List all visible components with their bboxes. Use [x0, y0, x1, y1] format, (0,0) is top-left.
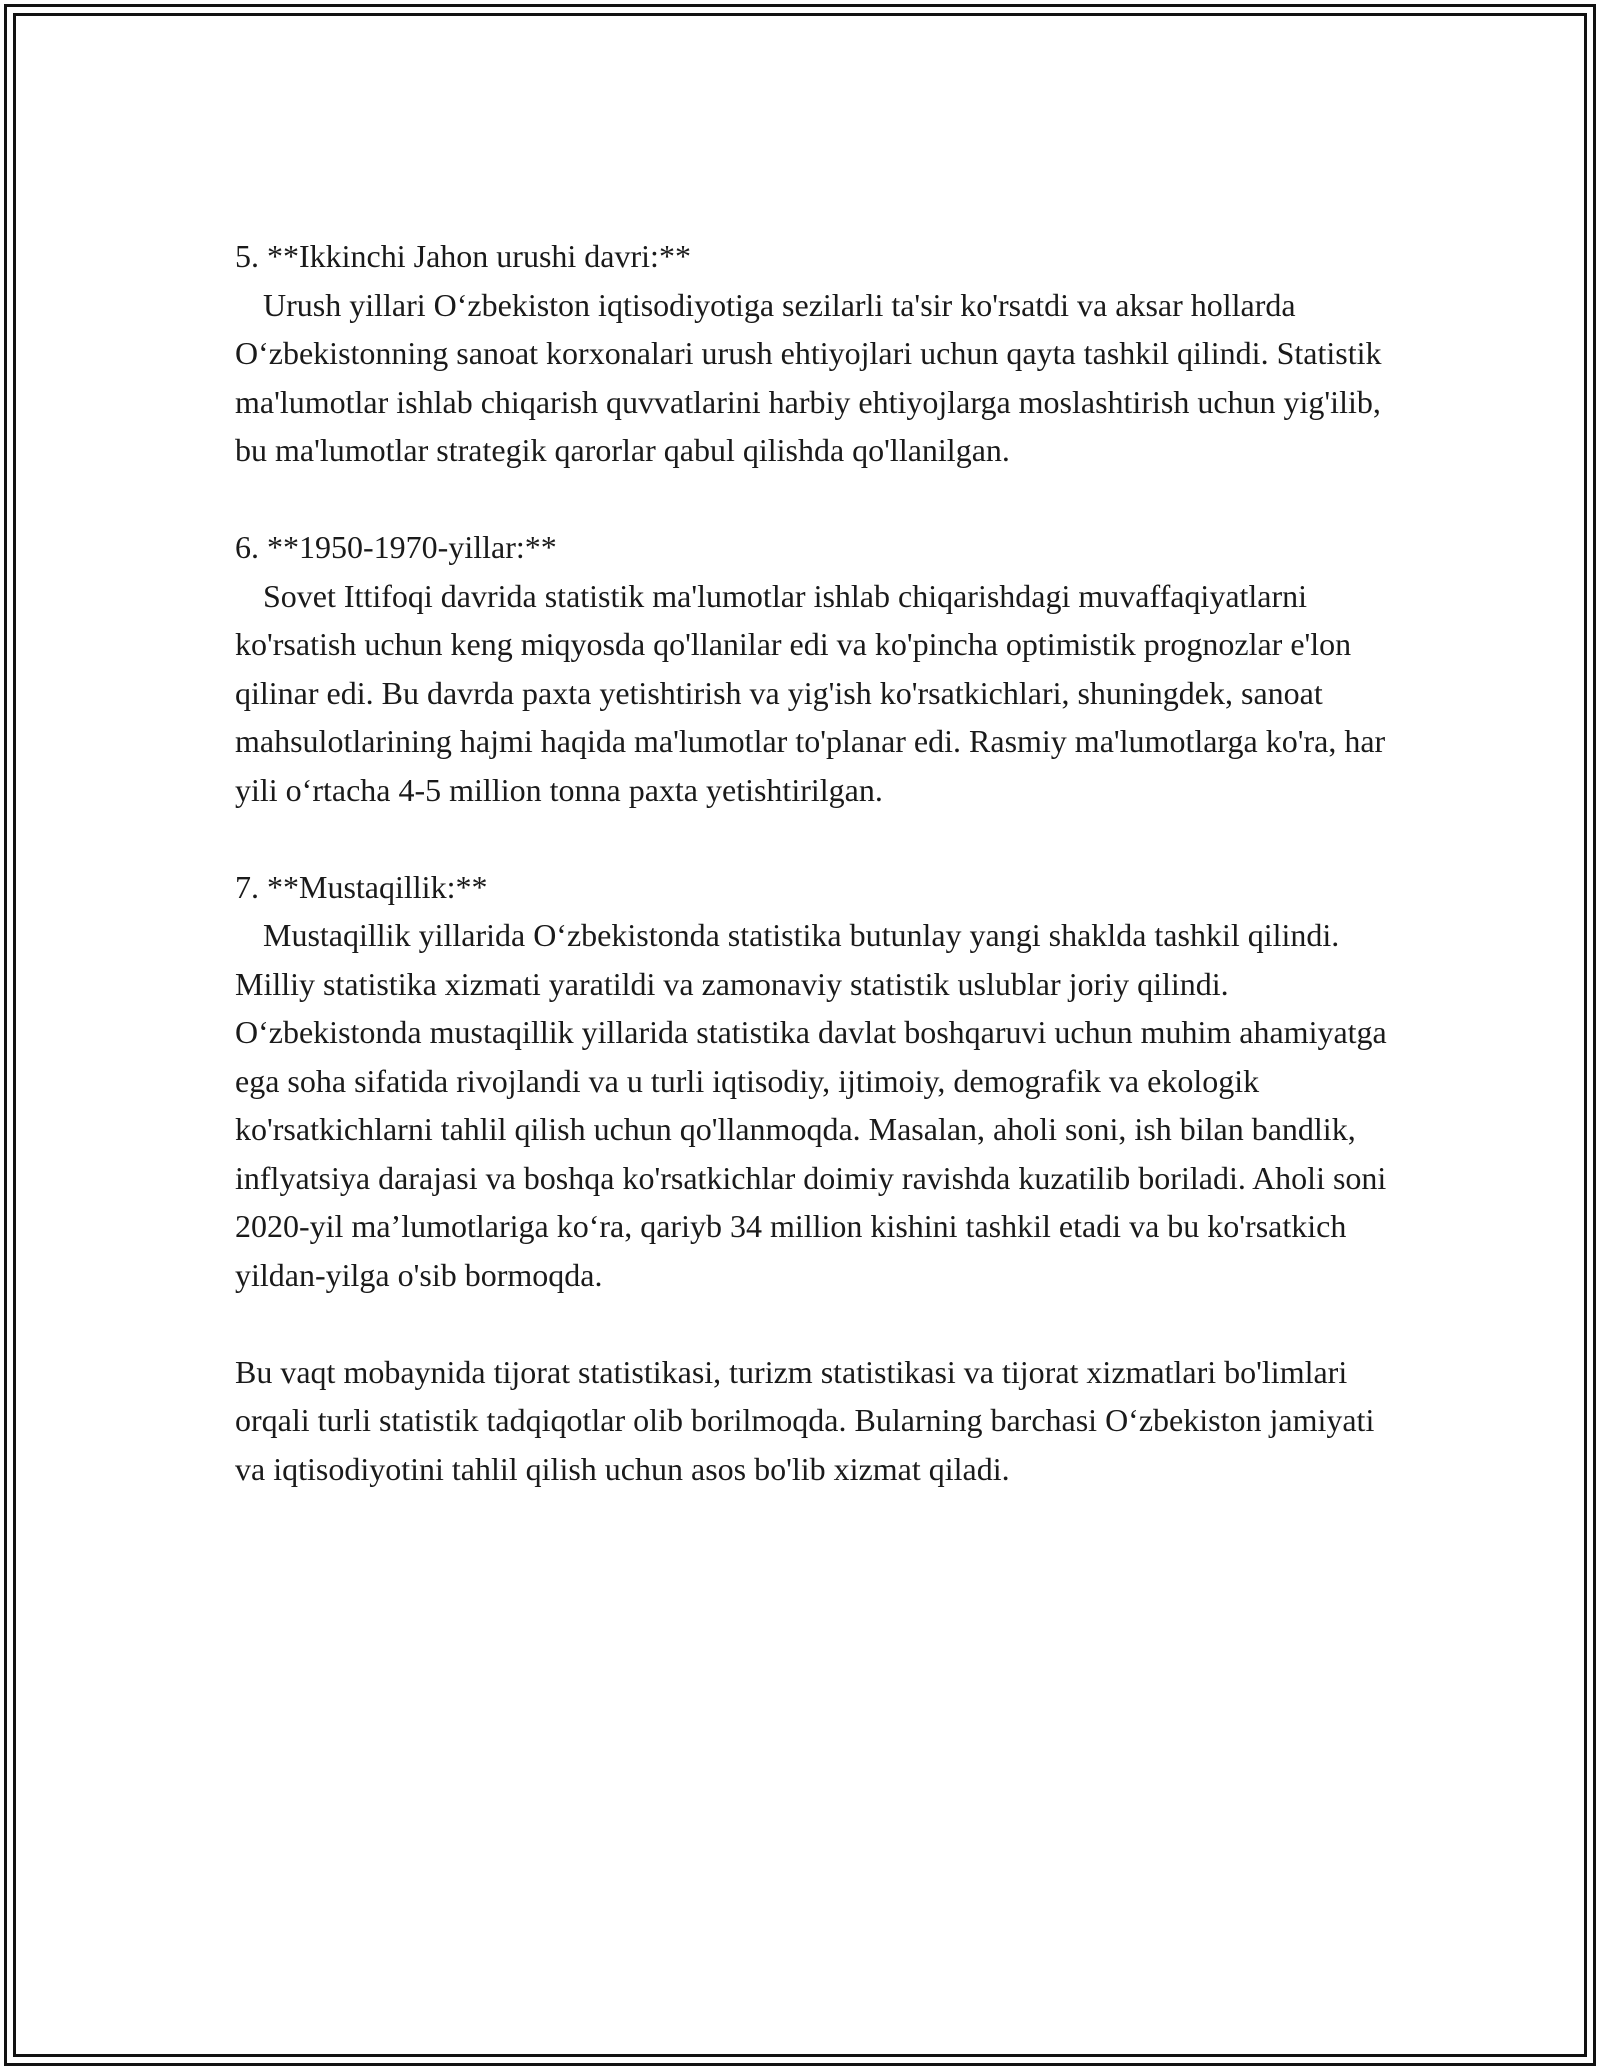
document-body: [235, 232, 1405, 1493]
section-item: [235, 232, 1405, 475]
section-item: [235, 863, 1405, 1300]
closing-paragraph: Bu vaqt mobaynida tijorat statistikasi, turizm statistikasi va tijorat xizmatlari bo'limlari orqali turli statistik tadqiqotlar olib borilmoqda. Bularning barchasi O‘zbekiston jamiyati va iqtisodiyotini tahlil qilish uchun asos bo'lib xizmat qiladi.: [235, 1353, 1375, 1487]
section-paragraph: Sovet Ittifoqi davrida statistik ma'lumotlar ishlab chiqarishdagi muvaffaqiyatlarni ko'rsatish uchun keng miqyosda qo'llanilar edi va ko'pincha optimistik prognozlar e'lon qilinar edi. Bu davrda paxta yetishtirish va yig'ish ko'rsatkichlari, shuningdek, sanoat mahsulotlarining hajmi haqida ma'lumotlar to'planar edi. Rasmiy ma'lumotlarga ko'ra, har yili o‘rtacha 4-5 million tonna paxta yetishtirilgan.: [235, 577, 1386, 808]
section-heading: 5. **Ikkinchi Jahon urushi davri:**: [235, 238, 691, 274]
section-heading: 6. **1950-1970-yillar:**: [235, 529, 557, 565]
section-paragraph: Mustaqillik yillarida O‘zbekistonda statistika butunlay yangi shaklda tashkil qilindi. Milliy statistika xizmati yaratildi va zamonaviy statistik uslublar joriy qilindi. O‘zbekistonda mustaqillik yillarida statistika davlat boshqaruvi uchun muhim ahamiyatga ega soha sifatida rivojlandi va u turli iqtisodiy, ijtimoiy, demografik va ekologik ko'rsatkichlarni tahlil qilish uchun qo'llanmoqda. Masalan, aholi soni, ish bilan bandlik, inflyatsiya darajasi va boshqa ko'rsatkichlar doimiy ravishda kuzatilib boriladi. Aholi soni 2020-yil ma’lumotlariga ko‘ra, qariyb 34 million kishini tashkil etadi va bu ko'rsatkich yildan-yilga o'sib bormoqda.: [235, 917, 1387, 1293]
section-heading: 7. **Mustaqillik:**: [235, 868, 488, 905]
section-item: [235, 523, 1405, 814]
section-paragraph: Urush yillari O‘zbekiston iqtisodiyotiga sezilarli ta'sir ko'rsatdi va aksar hollarda O‘zbekistonning sanoat korxonalari urush ehtiyojlari uchun qayta tashkil qilindi. Statistik ma'lumotlar ishlab chiqarish quvvatlarini harbiy ehtiyojlarga moslashtirish uchun yig'ilib, bu ma'lumotlar strategik qarorlar qabul qilishda qo'llanilgan.: [235, 286, 1382, 468]
